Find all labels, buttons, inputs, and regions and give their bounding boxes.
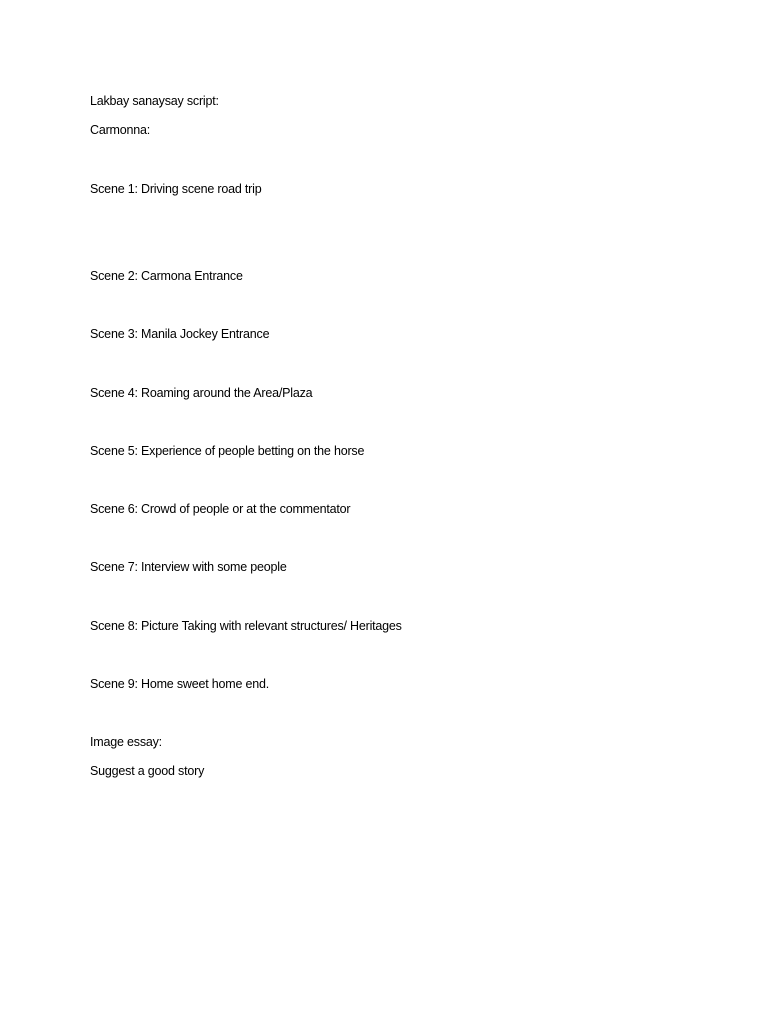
scene-item: Scene 6: Crowd of people or at the commentator bbox=[90, 502, 351, 516]
scene-item: Scene 7: Interview with some people bbox=[90, 560, 287, 574]
scene-item: Scene 3: Manila Jockey Entrance bbox=[90, 327, 270, 341]
scene-item: Scene 4: Roaming around the Area/Plaza bbox=[90, 386, 313, 400]
image-essay-heading: Image essay: bbox=[90, 735, 162, 749]
scene-item: Scene 5: Experience of people betting on the horse bbox=[90, 444, 365, 458]
document-heading: Lakbay sanaysay script: bbox=[90, 94, 219, 108]
image-essay-text: Suggest a good story bbox=[90, 764, 205, 778]
scene-item: Scene 8: Picture Taking with relevant structures/ Heritages bbox=[90, 619, 402, 633]
scene-item: Scene 2: Carmona Entrance bbox=[90, 269, 243, 283]
scene-item: Scene 1: Driving scene road trip bbox=[90, 182, 262, 196]
scene-item: Scene 9: Home sweet home end. bbox=[90, 677, 270, 691]
location-label: Carmonna: bbox=[90, 123, 151, 137]
